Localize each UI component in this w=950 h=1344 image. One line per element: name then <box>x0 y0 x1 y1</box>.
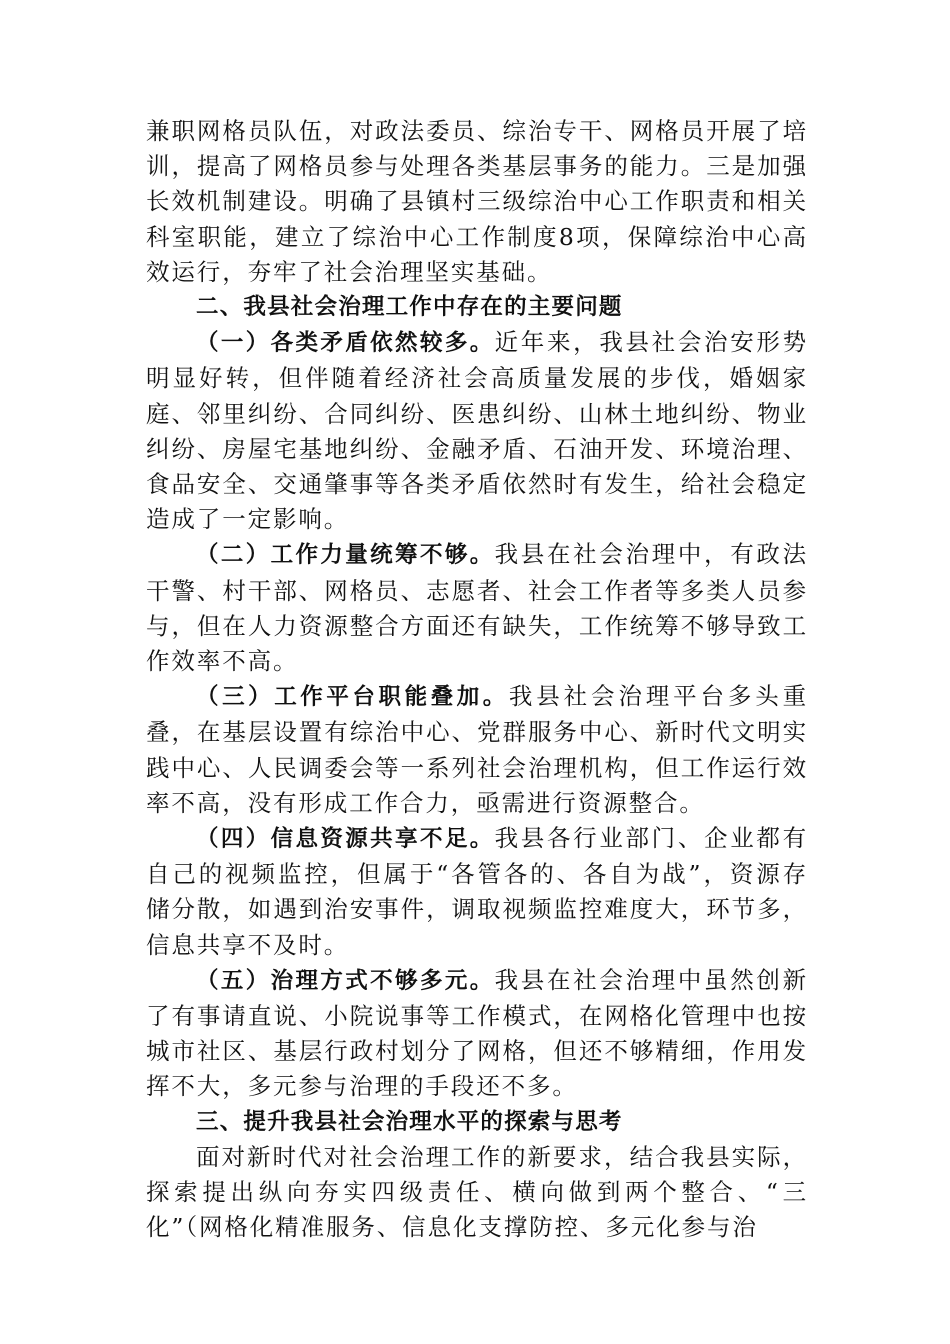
problem-paragraph-5 <box>146 963 808 1105</box>
section-3-paragraph: 面对新时代对社会治理工作的新要求，结合我县实际，探索提出纵向夯实四级责任、横向做到两个整合、“三化”（网格化精准服务、信息化支撑防控、多元化参与治 <box>146 1142 808 1242</box>
problem-title-4: （四）信息资源共享不足。 <box>196 826 495 853</box>
section-3-heading: 三、提升我县社会治理水平的探索与思考 <box>196 1108 623 1135</box>
section-2-heading: 二、我县社会治理工作中存在的主要问题 <box>196 294 623 321</box>
problem-paragraph-2 <box>146 537 808 679</box>
problem-title-2: （二）工作力量统筹不够。 <box>196 542 495 569</box>
problem-title-1: （一）各类矛盾依然较多。 <box>196 330 495 357</box>
problem-body-3: 我县社会治理平台多头重叠，在基层设置有综治中心、党群服务中心、新时代文明实践中心、人民调委会等一系列社会治理机构，但工作运行效率不高，没有形成工作合力，亟需进行资源整合。 <box>146 682 808 817</box>
problem-body-4: 我县各行业部门、企业都有自己的视频监控，但属于“各管各的、各自为战”，资源存储分散，如遇到治安事件，调取视频监控难度大，环节多，信息共享不及时。 <box>146 824 808 959</box>
problem-body-1: 近年来，我县社会治安形势明显好转，但伴随着经济社会高质量发展的步伐，婚姻家庭、邻里纠纷、合同纠纷、医患纠纷、山林土地纠纷、物业纠纷、房屋宅基地纠纷、金融矛盾、石油开发、环境治理、食品安全、交通肇事等各类矛盾依然时有发生，给社会稳定造成了一定影响。 <box>146 328 808 534</box>
problem-body-5: 我县在社会治理中虽然创新了有事请直说、小院说事等工作模式，在网格化管理中也按城市社区、基层行政村划分了网格，但还不够精细，作用发挥不大，多元参与治理的手段还不多。 <box>146 965 808 1101</box>
document-page <box>146 114 808 1246</box>
problem-title-5: （五）治理方式不够多元。 <box>196 967 495 994</box>
problem-title-3: （三）工作平台职能叠加。 <box>196 684 509 711</box>
problem-paragraph-4 <box>146 821 808 963</box>
problem-paragraph-1 <box>146 325 808 537</box>
problem-paragraph-3 <box>146 679 808 821</box>
problem-body-2: 我县在社会治理中，有政法干警、村干部、网格员、志愿者、社会工作者等多类人员参与，但在人力资源整合方面还有缺失，工作统筹不够导致工作效率不高。 <box>146 540 808 676</box>
intro-paragraph: 兼职网格员队伍，对政法委员、综治专干、网格员开展了培训，提高了网格员参与处理各类基层事务的能力。三是加强长效机制建设。明确了县镇村三级综治中心工作职责和相关科室职能，建立了综治中心工作制度8项，保障综治中心高效运行，夯牢了社会治理坚实基础。 <box>146 117 808 286</box>
